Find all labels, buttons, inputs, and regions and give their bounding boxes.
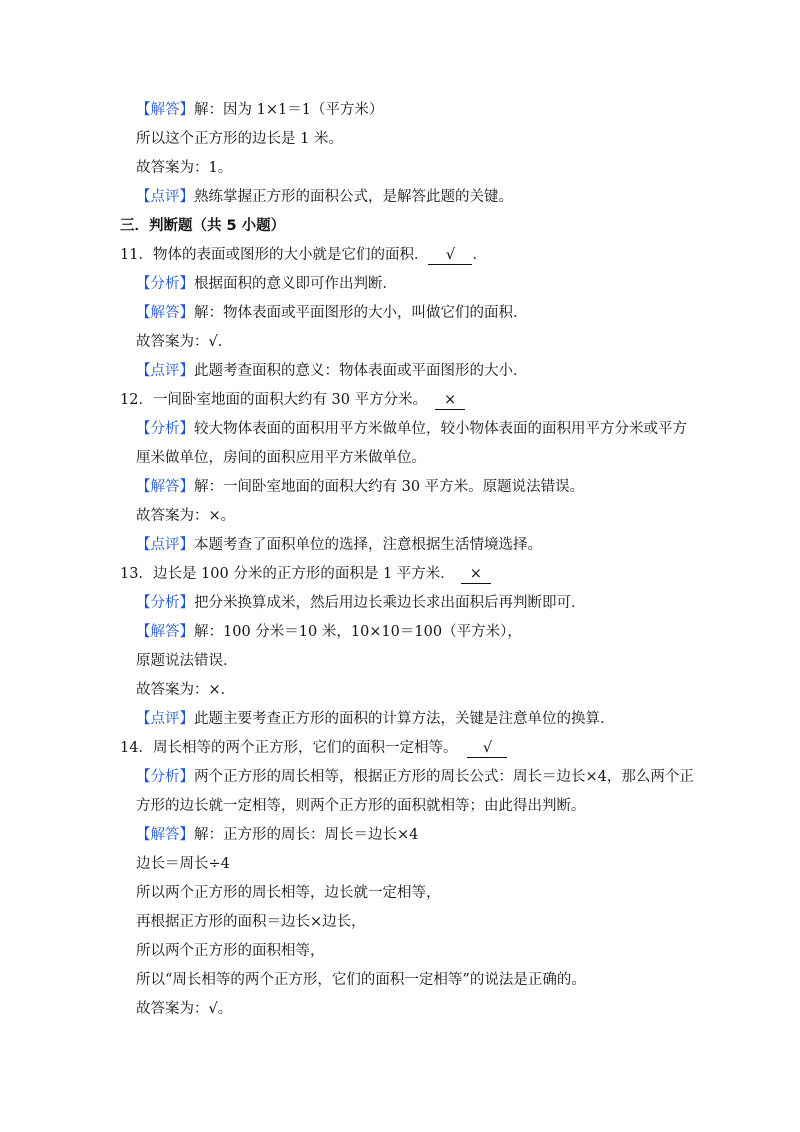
analysis-line [136,419,687,439]
comment-line [136,535,542,555]
question-text: 13．边长是 100 分米的正方形的面积是 1 平方米． [120,566,455,582]
answer-text: 解：物体表面或平面图形的大小，叫做它们的面积． [194,305,528,321]
analysis-tag: 【分析】 [136,769,194,785]
comment-tag: 【点评】 [136,189,194,205]
text-line: 再根据正方形的面积＝边长×边长， [136,914,366,930]
question-11 [120,245,487,265]
comment-line [136,361,528,381]
answer-blank: √ [428,247,472,265]
result-line: 故答案为：×． [136,682,236,698]
result-line: 故答案为：×。 [136,508,236,524]
analysis-text: 把分米换算成米，然后用边长乘边长求出面积后再判断即可． [194,595,586,611]
answer-text: 解：100 分米＝10 米，10×10＝100（平方米）， [194,624,522,640]
answer-line [136,303,528,323]
answer-tag: 【解答】 [136,479,194,495]
answer-text: 解：因为 1×1＝1（平方米） [194,102,384,118]
question-text: 11．物体的表面或图形的大小就是它们的面积． [120,247,429,263]
text-line: 方形的边长就一定相等，则两个正方形的面积就相等；由此得出判断。 [136,798,586,814]
answer-tag: 【解答】 [136,827,194,843]
result-line: 故答案为：√． [136,334,233,350]
analysis-tag: 【分析】 [136,421,194,437]
analysis-text: 较大物体表面的面积用平方米做单位，较小物体表面的面积用平方分米或平方 [194,421,687,437]
comment-tag: 【点评】 [136,711,194,727]
comment-text: 此题主要考查正方形的面积的计算方法，关键是注意单位的换算． [194,711,615,727]
question-suffix: ． [472,247,487,263]
text-line: 所以两个正方形的面积相等， [136,943,325,959]
answer-line [136,622,522,642]
answer-blank: × [435,392,465,410]
answer-line [136,477,584,497]
text-line: 所以这个正方形的边长是 1 米。 [136,131,343,147]
question-13 [120,564,491,584]
analysis-tag: 【分析】 [136,276,194,292]
answer-tag: 【解答】 [136,102,194,118]
comment-line [136,187,513,207]
result-line: 故答案为：1。 [136,160,233,176]
comment-tag: 【点评】 [136,363,194,379]
question-14 [120,738,507,758]
answer-blank: √ [467,740,507,758]
text-line: 原题说法错误． [136,653,238,669]
answer-tag: 【解答】 [136,305,194,321]
text-line: 厘米做单位，房间的面积应用平方米做单位。 [136,450,426,466]
section-heading: 三．判断题（共 5 小题） [120,218,286,234]
question-text: 12．一间卧室地面的面积大约有 30 平方分米。 [120,392,428,408]
comment-text: 此题考查面积的意义：物体表面或平面图形的大小． [194,363,528,379]
answer-line [136,100,383,120]
analysis-line [136,593,586,613]
answer-text: 解：正方形的周长：周长＝边长×4 [194,827,419,843]
question-text: 14．周长相等的两个正方形，它们的面积一定相等。 [120,740,458,756]
answer-blank: × [461,566,491,584]
analysis-text: 两个正方形的周长相等，根据正方形的周长公式：周长＝边长×4，那么两个正 [194,769,694,785]
question-12 [120,390,465,410]
analysis-tag: 【分析】 [136,595,194,611]
analysis-line [136,767,694,787]
text-line: 所以“周长相等的两个正方形，它们的面积一定相等”的说法是正确的。 [136,972,586,988]
answer-text: 解：一间卧室地面的面积大约有 30 平方米。原题说法错误。 [194,479,585,495]
answer-tag: 【解答】 [136,624,194,640]
comment-tag: 【点评】 [136,537,194,553]
analysis-line [136,274,397,294]
answer-line [136,825,418,845]
comment-text: 本题考查了面积单位的选择，注意根据生活情境选择。 [194,537,542,553]
text-line: 所以两个正方形的周长相等，边长就一定相等， [136,885,441,901]
comment-text: 熟练掌握正方形的面积公式，是解答此题的关键。 [194,189,513,205]
text-line: 边长＝周长÷4 [136,856,230,872]
comment-line [136,709,615,729]
analysis-text: 根据面积的意义即可作出判断． [194,276,397,292]
result-line: 故答案为：√。 [136,1001,233,1017]
